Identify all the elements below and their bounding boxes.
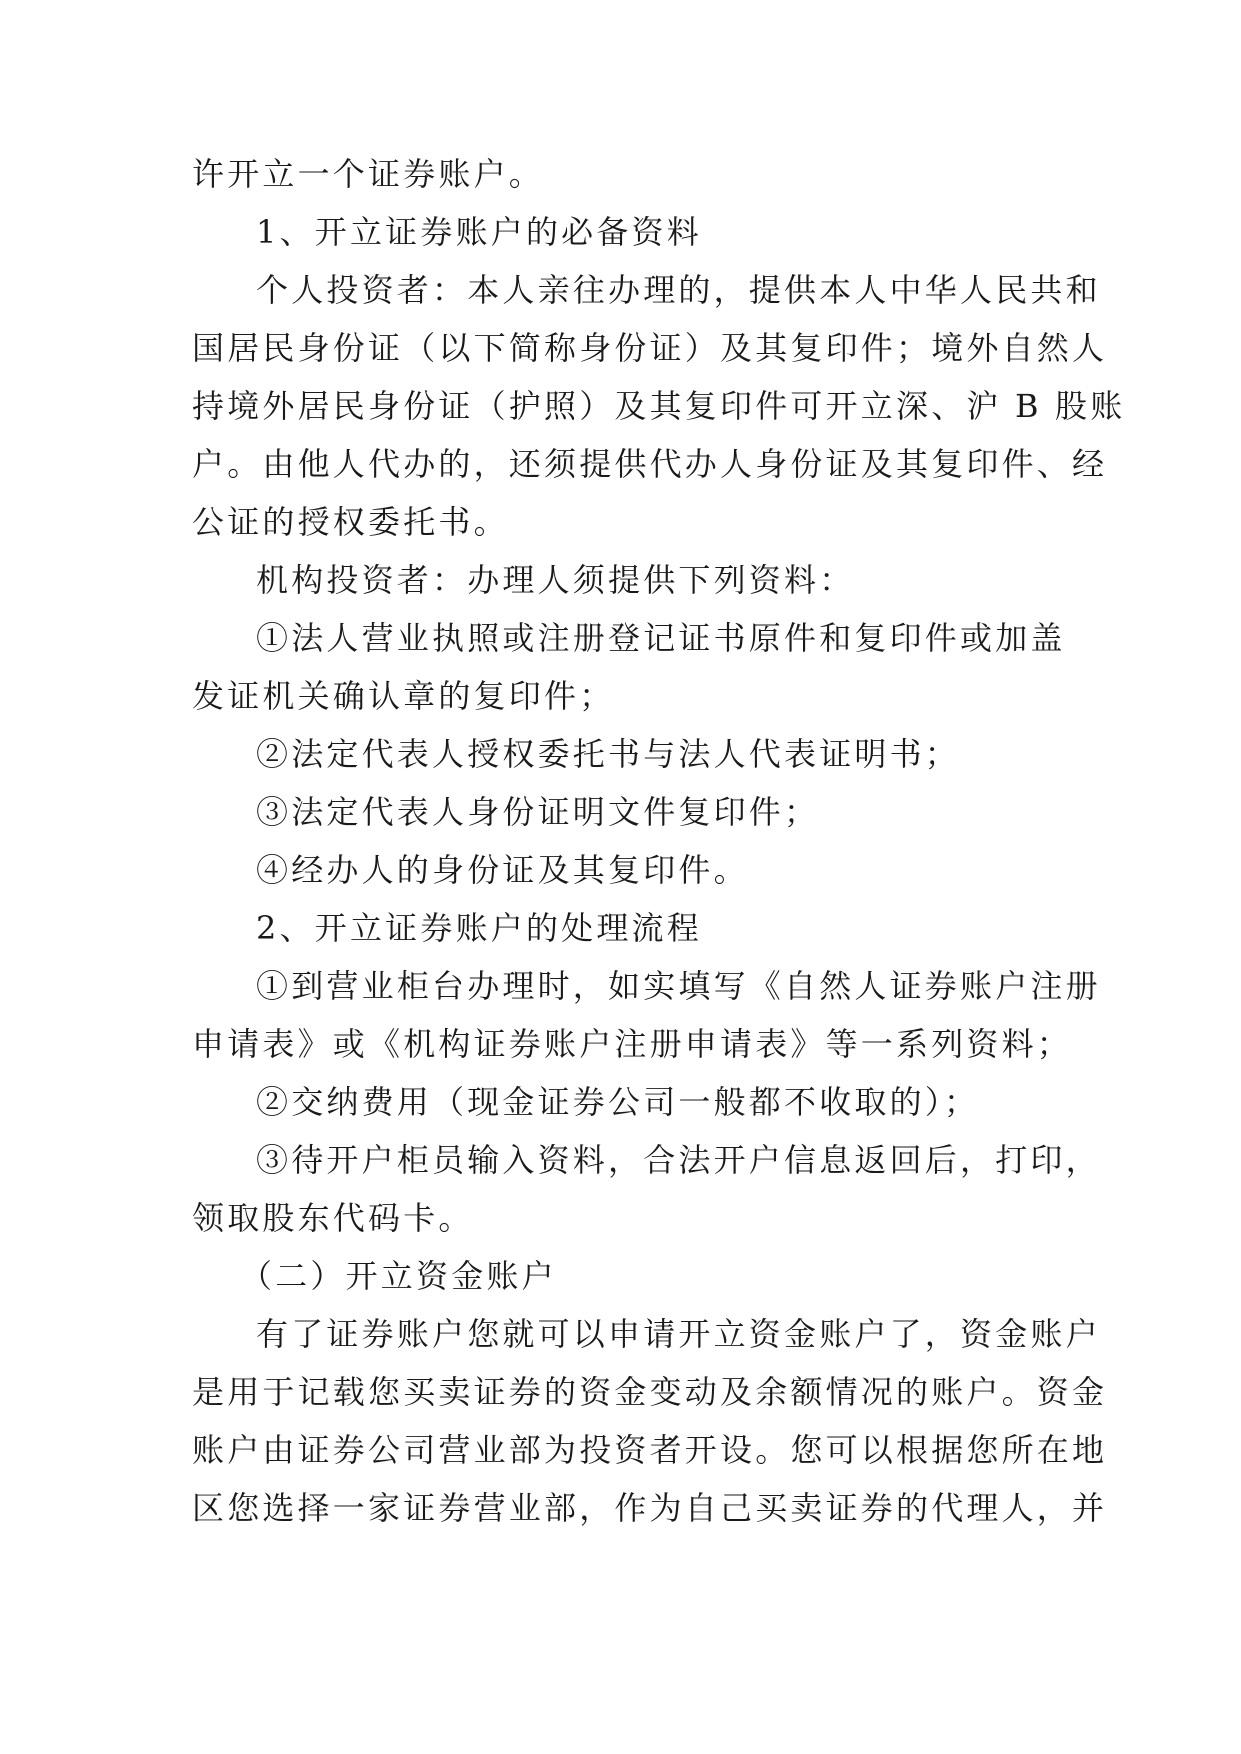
text-line: 个人投资者：本人亲往办理的，提供本人中华人民共和 <box>256 271 1101 309</box>
text-line: 持境外居民身份证（护照）及其复印件可开立深、沪 B 股账 <box>192 387 1126 425</box>
list-item: ④经办人的身份证及其复印件。 <box>256 851 749 889</box>
text-line: 发证机关确认章的复印件； <box>192 677 615 715</box>
text-line: 国居民身份证（以下简称身份证）及其复印件；境外自然人 <box>192 329 1108 367</box>
text-line: 申请表》或《机构证券账户注册申请表》等一系列资料； <box>192 1025 1073 1063</box>
text-line: 账户由证券公司营业部为投资者开设。您可以根据您所在地 <box>192 1431 1108 1469</box>
text-line: 是用于记载您买卖证券的资金变动及余额情况的账户。资金 <box>192 1373 1108 1411</box>
text-line: 户。由他人代办的，还须提供代办人身份证及其复印件、经 <box>192 445 1108 483</box>
list-item: ①法人营业执照或注册登记证书原件和复印件或加盖 <box>256 619 1066 657</box>
text-line: 有了证券账户您就可以申请开立资金账户了，资金账户 <box>256 1315 1101 1353</box>
list-item: ②交纳费用（现金证券公司一般都不收取的）； <box>256 1083 980 1121</box>
text-line: 领取股东代码卡。 <box>192 1199 474 1237</box>
text-line: 公证的授权委托书。 <box>192 503 509 541</box>
text-line: 机构投资者：办理人须提供下列资料： <box>256 561 855 599</box>
text-line: 许开立一个证券账户。 <box>192 155 545 193</box>
section-heading: 1、开立证券账户的必备资料 <box>256 213 702 251</box>
list-item: ②法定代表人授权委托书与法人代表证明书； <box>256 735 961 773</box>
list-item: ③法定代表人身份证明文件复印件； <box>256 793 820 831</box>
text-line: 区您选择一家证券营业部，作为自己买卖证券的代理人，并 <box>192 1489 1108 1527</box>
section-heading: （二）开立资金账户 <box>240 1257 557 1295</box>
list-item: ①到营业柜台办理时，如实填写《自然人证券账户注册 <box>256 967 1101 1005</box>
list-item: ③待开户柜员输入资料，合法开户信息返回后，打印， <box>256 1141 1101 1179</box>
section-heading: 2、开立证券账户的处理流程 <box>256 909 702 947</box>
